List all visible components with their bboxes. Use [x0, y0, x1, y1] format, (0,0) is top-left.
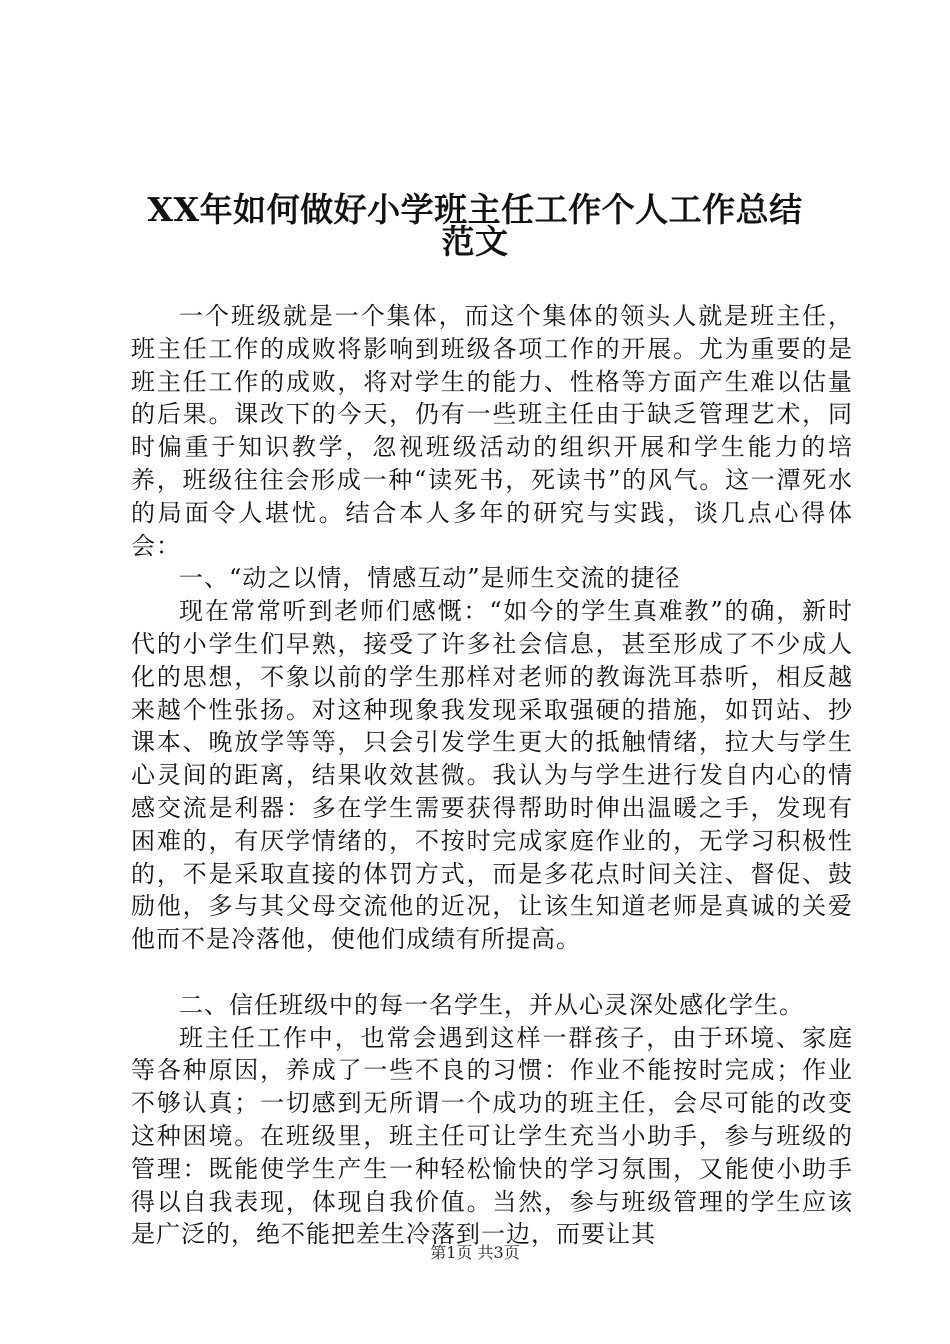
document-title-line-1: XX年如何做好小学班主任工作个人工作总结: [147, 190, 803, 229]
section-heading-1: 一、“动之以情，情感互动”是师生交流的捷径: [179, 564, 681, 593]
document-body: [131, 300, 853, 1251]
document-title-line-2: 范文: [441, 222, 509, 261]
page-footer: 第1页 共3页: [430, 1243, 520, 1262]
paragraph-section-1: 现在常常听到老师们感慨：“如今的学生真难教”的确，新时代的小学生们早熟，接受了许多社会信息，甚至形成了不少成人化的思想，不象以前的学生那样对老师的教诲洗耳恭听，相反越来越个性张扬。对这种现象我发现采取强硬的措施，如罚站、抄课本、晚放学等等，只会引发学生更大的抵触情绪，拉大与学生心灵间的距离，结果收效甚微。我认为与学生进行发自内心的情感交流是利器：多在学生需要获得帮助时伸出温暖之手，发现有困难的，有厌学情绪的，不按时完成家庭作业的，无学习积极性的，不是采取直接的体罚方式，而是多花点时间关注、督促、鼓励他，多与其父母交流他的近况，让该生知道老师是真诚的关爱他而不是冷落他，使他们成绩有所提高。: [131, 597, 853, 954]
section-heading-2: 二、信任班级中的每一名学生，并从心灵深处感化学生。: [179, 990, 804, 1019]
paragraph-section-2: 班主任工作中，也常会遇到这样一群孩子，由于环境、家庭等各种原因，养成了一些不良的习惯：作业不能按时完成；作业不够认真；一切感到无所谓一个成功的班主任，会尽可能的改变这种困境。在班级里，班主任可让学生充当小助手，参与班级的管理：既能使学生产生一种轻松愉快的学习氛围，又能使小助手得以自我表现，体现自我价值。当然，参与班级管理的学生应该是广泛的，绝不能把差生冷落到一边，而要让其: [131, 1023, 853, 1249]
paragraph-intro: 一个班级就是一个集体，而这个集体的领头人就是班主任，班主任工作的成败将影响到班级各项工作的开展。尤为重要的是班主任工作的成败，将对学生的能力、性格等方面产生难以估量的后果。课改下的今天，仍有一些班主任由于缺乏管理艺术，同时偏重于知识教学，忽视班级活动的组织开展和学生能力的培养，班级往往会形成一种“读死书，死读书”的风气。这一潭死水的局面令人堪忧。结合本人多年的研究与实践，谈几点心得体会：: [131, 302, 853, 560]
